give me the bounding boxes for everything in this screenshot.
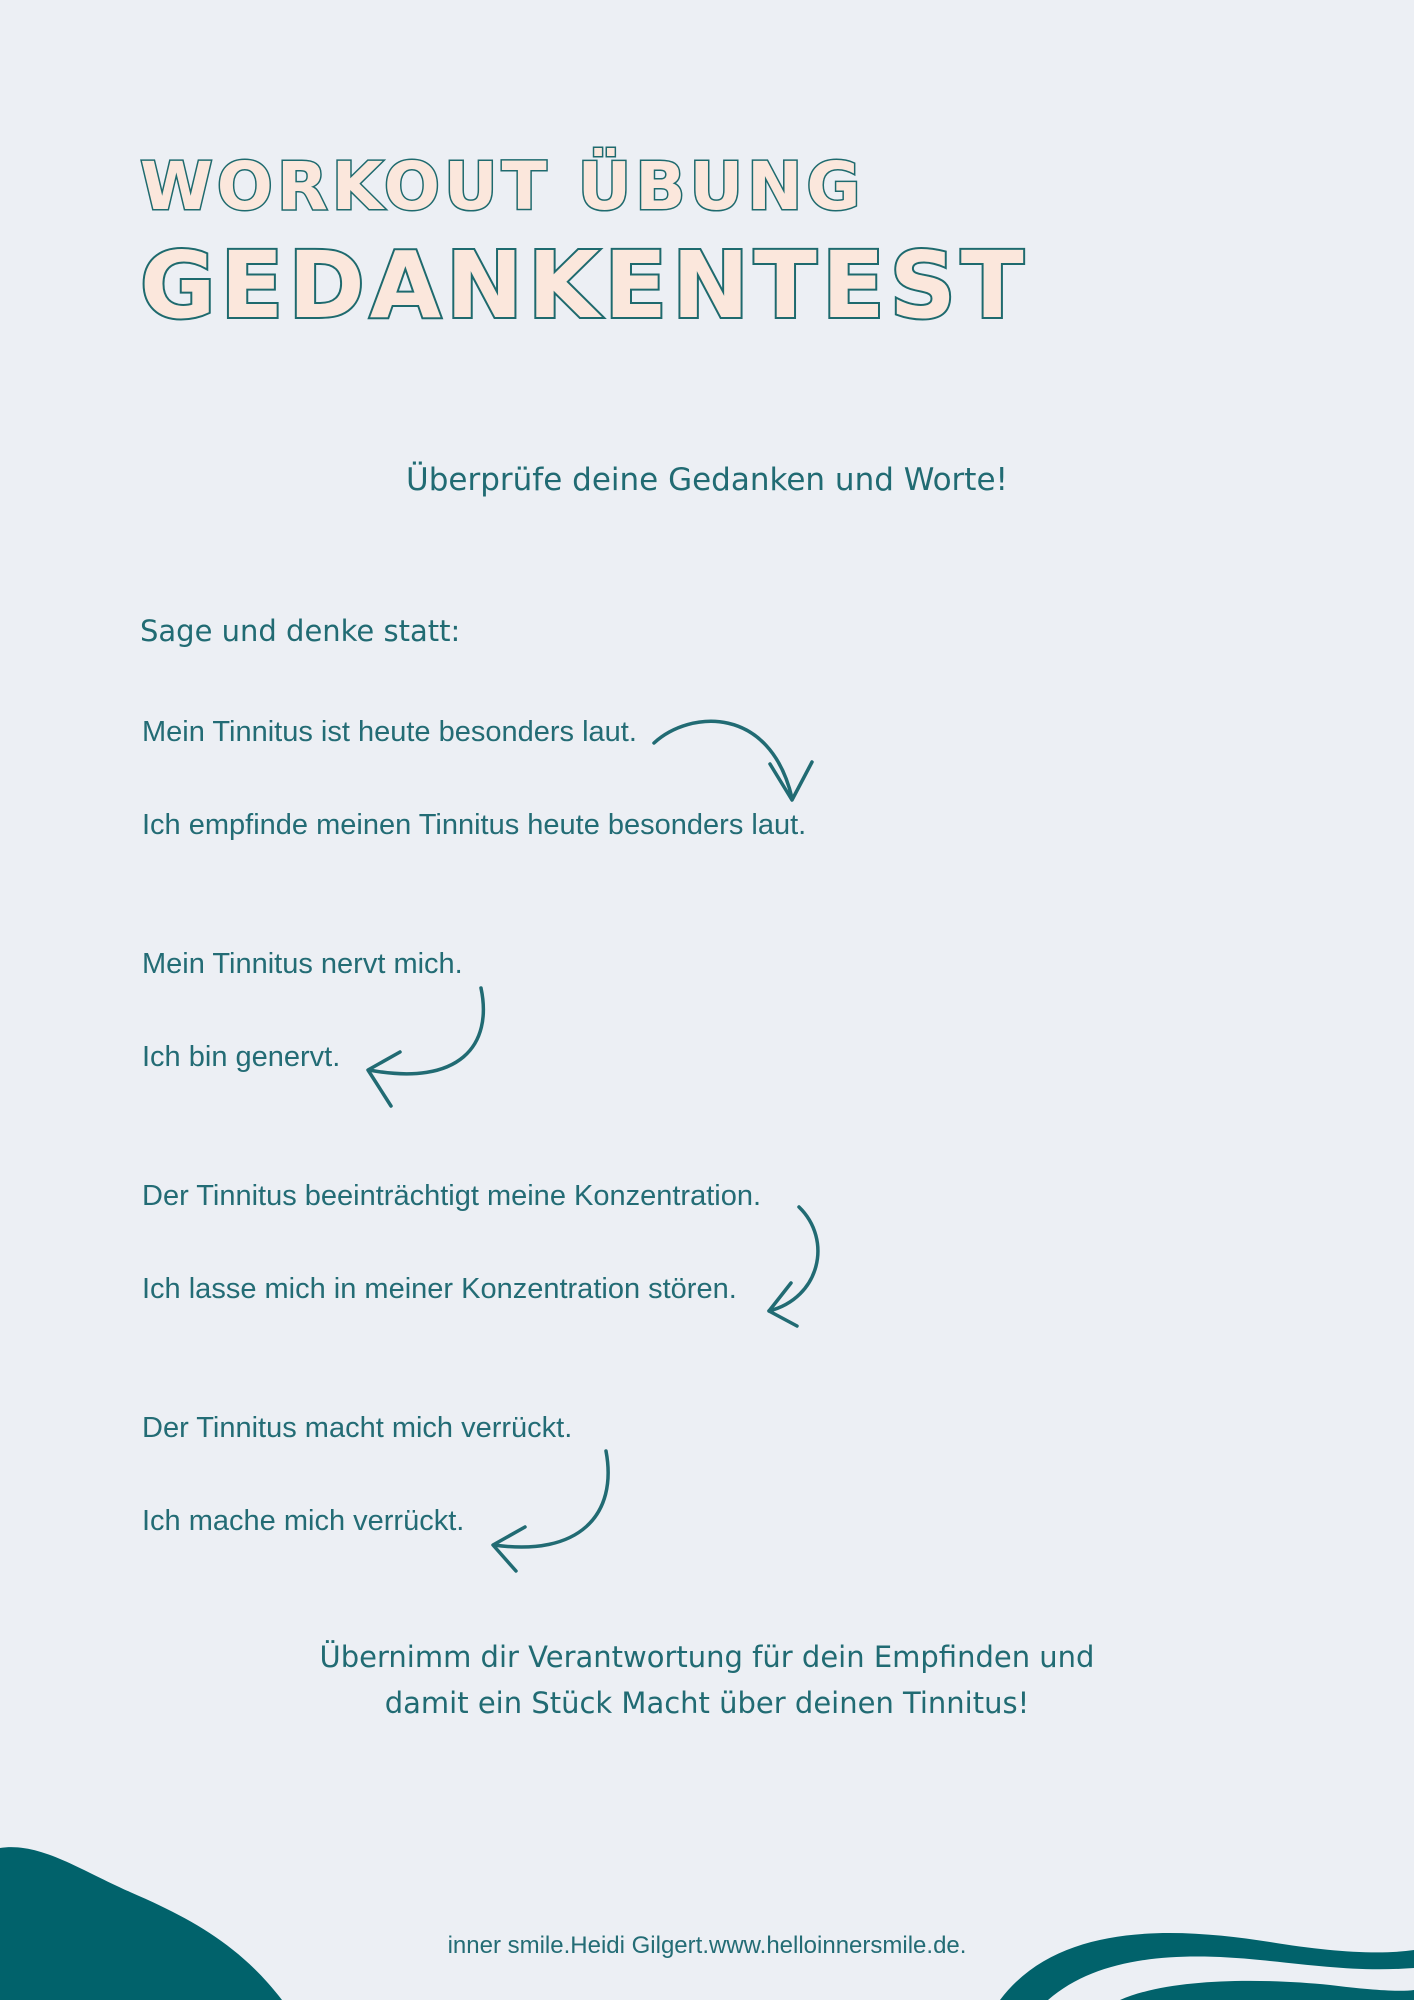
title-line-1: WORKOUT ÜBUNG: [140, 148, 865, 225]
page-title: GEDANKENTEST: [140, 232, 1029, 339]
reframed-statement-3: Ich lasse mich in meiner Konzentration stören.: [142, 1273, 737, 1305]
reframed-statement-1: Ich empfinde meinen Tinnitus heute besonders laut.: [142, 809, 807, 841]
intro-label: Sage und denke statt:: [140, 614, 461, 648]
original-statement-4: Der Tinnitus macht mich verrückt.: [142, 1412, 573, 1444]
reframed-statement-2: Ich bin genervt.: [142, 1041, 341, 1073]
closing-line-2: damit ein Stück Macht über deinen Tinnitus!: [384, 1686, 1030, 1720]
original-statement-1: Mein Tinnitus ist heute besonders laut.: [142, 716, 637, 748]
wave-shape-bottom-right-2: [1120, 1981, 1414, 2000]
wave-shape-bottom-left: [0, 1847, 282, 2000]
subtitle: Überprüfe deine Gedanken und Worte!: [406, 462, 1008, 498]
original-statement-2: Mein Tinnitus nervt mich.: [142, 948, 463, 980]
closing-line-1: Übernimm dir Verantwortung für dein Empfinden und: [319, 1640, 1095, 1674]
footer-credits: inner smile.Heidi Gilgert.www.helloinnersmile.de.: [447, 1932, 967, 1959]
reframed-statement-4: Ich mache mich verrückt.: [142, 1505, 465, 1537]
original-statement-3: Der Tinnitus beeinträchtigt meine Konzentration.: [142, 1180, 762, 1212]
